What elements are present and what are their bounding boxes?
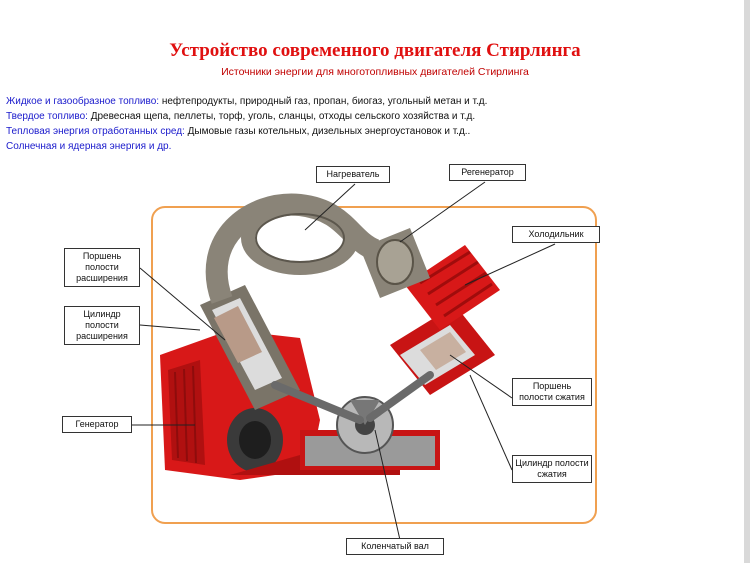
page-subtitle: Источники энергии для многотопливных двигателей Стирлинга (221, 66, 529, 78)
source-value: Древесная щепа, пеллеты, торф, уголь, сланцы, отходы сельского хозяйства и т.д. (90, 111, 476, 122)
label-expansion-cylinder: Цилиндр полости расширения (64, 306, 140, 345)
label-crankshaft: Коленчатый вал (346, 538, 444, 555)
source-key: Тепловая энергия отработанных сред: (6, 126, 185, 137)
source-key: Жидкое и газообразное топливо: (6, 96, 160, 107)
label-generator: Генератор (62, 416, 132, 433)
label-cooler: Холодильник (512, 226, 600, 243)
label-compression-cylinder: Цилиндр полости сжатия (512, 455, 592, 483)
label-regenerator: Регенератор (449, 164, 526, 181)
heater-shape (217, 205, 375, 300)
page-title: Устройство современного двигателя Стирлинга (169, 40, 581, 61)
label-expansion-piston: Поршень полости расширения (64, 248, 140, 287)
source-key: Твердое топливо: (6, 111, 88, 122)
label-heater: Нагреватель (316, 166, 390, 183)
source-value: нефтепродукты, природный газ, пропан, биогаз, угольный метан и т.д. (161, 96, 488, 107)
source-key: Солнечная и ядерная энергия и др. (6, 141, 172, 152)
label-compression-piston: Поршень полости сжатия (512, 378, 592, 406)
source-value: Дымовые газы котельных, дизельных энергоустановок и т.д.. (187, 126, 471, 137)
window-edge (744, 0, 750, 563)
